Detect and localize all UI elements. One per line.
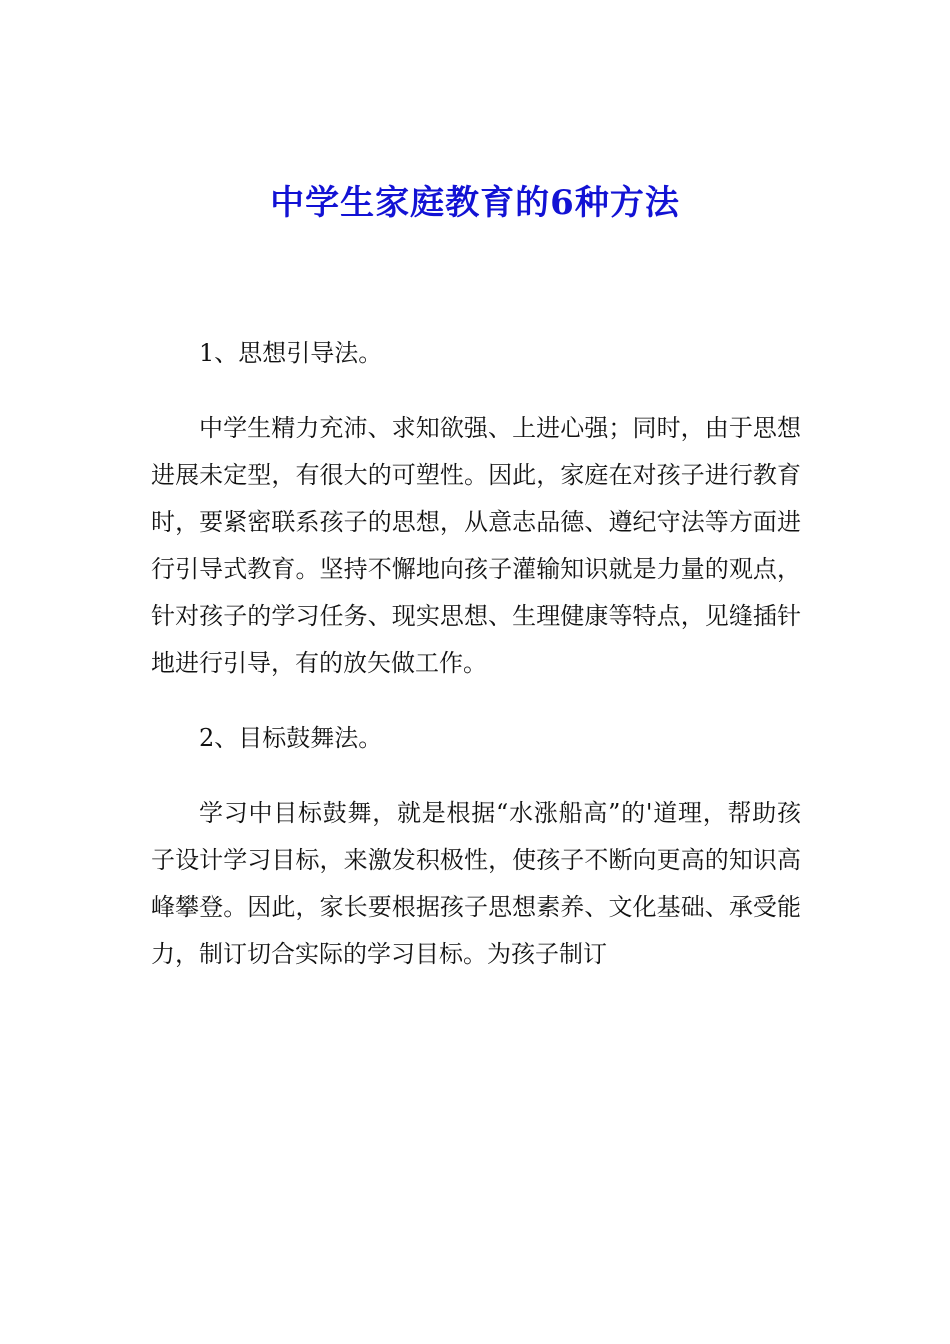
- section-heading-1: 1、思想引导法。: [199, 339, 383, 367]
- section-heading-2: 2、目标鼓舞法。: [199, 724, 383, 752]
- document-body: [151, 330, 801, 1006]
- document-title: 中学生家庭教育的6种方法: [270, 183, 680, 223]
- section-paragraph-1: 中学生精力充沛、求知欲强、上进心强；同时，由于思想进展未定型，有很大的可塑性。因此，家庭在对孩子进行教育时，要紧密联系孩子的思想，从意志品德、遵纪守法等方面进行引导式教育。坚持不懈地向孩子灌输知识就是力量的观点，针对孩子的学习任务、现实思想、生理健康等特点，见缝插针地进行引导，有的放矢做工作。: [151, 414, 801, 677]
- section-paragraph-2: 学习中目标鼓舞，就是根据“水涨船高”的'道理，帮助孩子设计学习目标，来激发积极性，使孩子不断向更高的知识高峰攀登。因此，家长要根据孩子思想素养、文化基础、承受能力，制订切合实际的学习目标。为孩子制订: [151, 799, 801, 968]
